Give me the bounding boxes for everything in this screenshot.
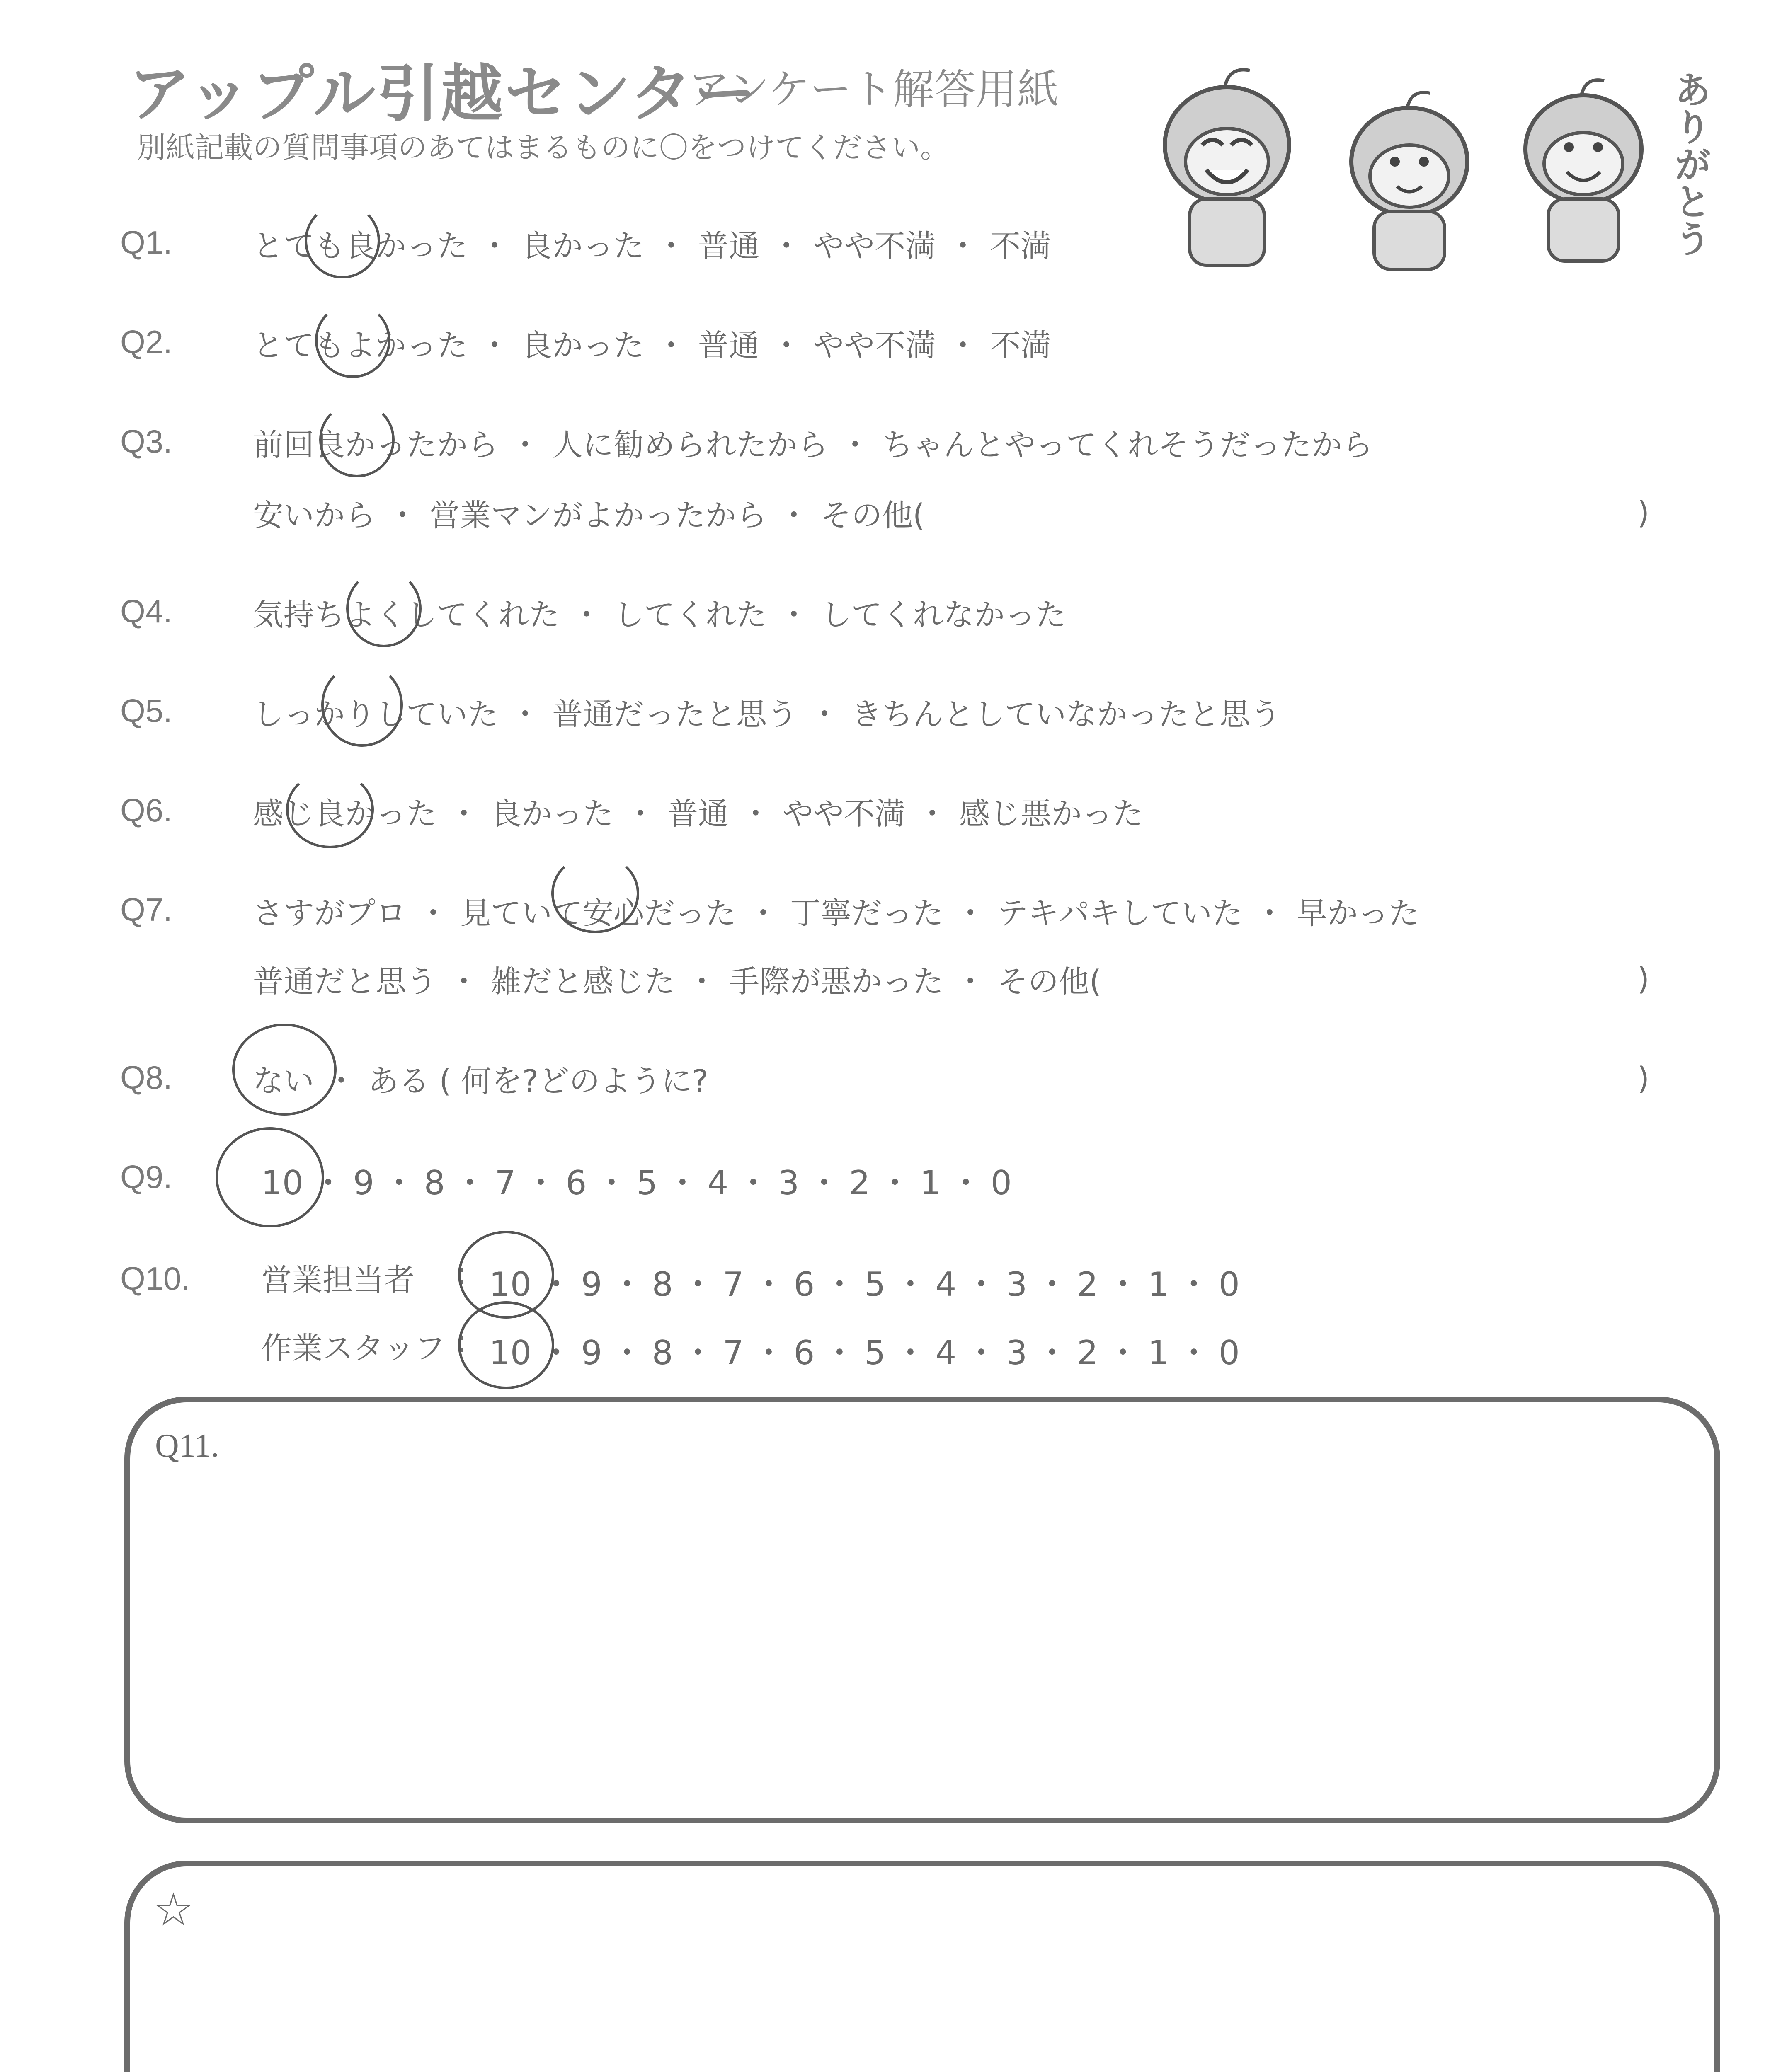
q7-option[interactable]: 早かった [1297,896,1419,931]
q7-options: さすがプロ ・ 見ていて安心だった ・ 丁寧だった ・ テキパキしていた ・ 早かった [253,896,1419,931]
q1-option[interactable]: 良かった [521,228,644,264]
q3-option[interactable]: 前回良かったから [253,427,498,463]
q10-score[interactable]: 10 [489,1334,531,1372]
q9-score[interactable]: 1 [920,1164,941,1202]
q3-option[interactable]: ちゃんとやってくれそうだったから [882,427,1373,463]
q10-score[interactable]: 5 [864,1265,886,1304]
q3-label: Q3. [120,423,172,460]
q1-option[interactable]: やや不満 [813,228,936,264]
q1-option[interactable]: 普通 [698,228,759,264]
q5-option[interactable]: 普通だったと思う [552,697,798,732]
q10-score[interactable]: 6 [793,1265,815,1304]
q10-score[interactable]: 4 [935,1334,957,1372]
q10-score[interactable]: 3 [1006,1334,1028,1372]
q6-option[interactable]: 感じ悪かった [959,796,1143,832]
q9-score[interactable]: 8 [424,1164,445,1202]
selection-circle-q6 [286,771,374,848]
q2-label: Q2. [120,324,172,360]
q9-scale: 10 ・ 9 ・ 8 ・ 7 ・ 6 ・ 5 ・ 4 ・ 3 ・ 2 ・ 1 ・ 0 [261,1164,1012,1202]
q8-option[interactable]: ない [253,1063,314,1099]
q10-score[interactable]: 1 [1148,1334,1169,1372]
q5-label: Q5. [120,692,172,729]
monkey-mascot-icon [1513,70,1654,271]
q7-close-paren: ) [1637,961,1649,997]
q7-option[interactable]: 雑だと感じた [491,964,675,1000]
q10-colon: : [456,1256,466,1291]
q4-options: 気持ちよくしてくれた ・ してくれた ・ してくれなかった [253,597,1066,633]
selection-circle-q7 [551,854,639,933]
q1-label: Q1. [120,224,172,261]
q4-label: Q4. [120,593,172,629]
q7-option[interactable]: テキパキしていた [997,896,1243,931]
instruction-text: 別紙記載の質問事項のあてはまるものに〇をつけてください。 [137,131,949,165]
q6-options: 感じ良かった ・ 良かった ・ 普通 ・ やや不満 ・ 感じ悪かった [253,796,1143,832]
q10-scale-sales: 10 ・ 9 ・ 8 ・ 7 ・ 6 ・ 5 ・ 4 ・ 3 ・ 2 ・ 1 ・ 0 [489,1265,1240,1304]
selection-circle-q2 [315,303,390,378]
selection-circle-q3 [319,402,395,477]
q10-row-label: 営業担当者 [261,1262,415,1298]
q7-option[interactable]: 普通だと思う [253,964,437,1000]
q9-score[interactable]: 0 [990,1164,1012,1202]
q9-score[interactable]: 5 [636,1164,658,1202]
q3-options: 前回良かったから ・ 人に勧められたから ・ ちゃんとやってくれそうだったから [253,427,1373,463]
q9-score[interactable]: 6 [565,1164,587,1202]
q8-option[interactable]: ある ( 何を?どのように? [368,1063,708,1099]
q2-option[interactable]: やや不満 [813,328,936,363]
q11-answer-box[interactable] [124,1397,1720,1823]
q9-label: Q9. [120,1159,172,1195]
q2-option[interactable]: 普通 [698,328,759,363]
q5-options: しっかりしていた ・ 普通だったと思う ・ きちんとしていなかったと思う [253,697,1281,732]
q7-option[interactable]: 見ていて安心だった [460,896,736,931]
selection-circle-q5 [321,663,403,747]
q2-option[interactable]: 良かった [521,328,644,363]
q3-option[interactable]: その他( [821,498,925,533]
star-comment-box[interactable] [124,1861,1720,2072]
q3-close-paren: ) [1637,495,1649,531]
q1-option[interactable]: とても良かった [253,228,468,264]
q1-options: とても良かった ・ 良かった ・ 普通 ・ やや不満 ・ 不満 [253,228,1051,264]
q2-option[interactable]: 不満 [990,328,1051,363]
q3-option[interactable]: 人に勧められたから [552,427,828,463]
q7-options-2: 普通だと思う ・ 雑だと感じた ・ 手際が悪かった ・ その他( [253,964,1101,1000]
q10-score[interactable]: 5 [864,1334,886,1372]
selection-circle-q9 [216,1127,324,1227]
q3-option[interactable]: 営業マンがよかったから [429,498,767,533]
monkey-mascot-icon [1339,83,1480,275]
q10-score[interactable]: 7 [722,1265,744,1304]
q10-label: Q10. [120,1260,191,1297]
q9-score[interactable]: 10 [261,1164,303,1202]
q7-option[interactable]: さすがプロ [253,896,406,931]
q10-row-label: 作業スタッフ [261,1331,445,1366]
survey-title: アップル引越センター [128,58,758,130]
q10-colon: : [456,1324,466,1360]
selection-circle-q1 [305,203,380,278]
q4-option[interactable]: してくれなかった [821,597,1066,633]
q11-label: Q11. [155,1428,219,1464]
q10-score[interactable]: 10 [489,1265,531,1304]
star-icon: ☆ [153,1885,194,1935]
selection-circle-q4 [346,570,422,647]
q6-option[interactable]: やや不満 [783,796,905,832]
thanks-text: ありがとう [1668,70,1711,257]
q9-score[interactable]: 2 [849,1164,870,1202]
q7-option[interactable]: 手際が悪かった [729,964,943,1000]
q8-options: ない ・ ある ( 何を?どのように? [253,1063,708,1099]
q9-score[interactable]: 9 [353,1164,374,1202]
q9-score[interactable]: 7 [495,1164,516,1202]
q10-score[interactable]: 6 [793,1334,815,1372]
q10-score[interactable]: 2 [1077,1265,1098,1304]
q8-close-paren: ) [1637,1061,1649,1097]
q5-option[interactable]: きちんとしていなかったと思う [851,697,1281,732]
q6-label: Q6. [120,792,172,828]
q10-score[interactable]: 3 [1006,1265,1028,1304]
q7-option[interactable]: その他( [997,964,1101,1000]
selection-circle-q10-staff [458,1301,554,1389]
q10-score[interactable]: 4 [935,1265,957,1304]
q10-scale-staff: 10 ・ 9 ・ 8 ・ 7 ・ 6 ・ 5 ・ 4 ・ 3 ・ 2 ・ 1 ・ 0 [489,1334,1240,1372]
selection-circle-q8 [232,1024,337,1116]
q3-options-2: 安いから ・ 営業マンがよかったから ・ その他( [253,498,925,533]
q10-score[interactable]: 9 [581,1334,602,1372]
q10-score[interactable]: 8 [652,1265,673,1304]
q10-score[interactable]: 0 [1218,1265,1240,1304]
q9-score[interactable]: 4 [707,1164,729,1202]
q1-option[interactable]: 不満 [990,228,1051,264]
q10-score[interactable]: 2 [1077,1334,1098,1372]
q5-option[interactable]: しっかりしていた [253,697,498,732]
q4-option[interactable]: してくれた [613,597,767,633]
monkey-mascot-icon [1152,62,1302,279]
q10-score[interactable]: 7 [722,1334,744,1372]
survey-subtitle: アンケート解答用紙 [688,65,1059,114]
q7-option[interactable]: 丁寧だった [790,896,943,931]
q6-option[interactable]: 普通 [667,796,729,832]
q4-option[interactable]: 気持ちよくしてくれた [253,597,560,633]
q6-option[interactable]: 感じ良かった [253,796,437,832]
q9-score[interactable]: 3 [778,1164,800,1202]
q10-score[interactable]: 9 [581,1265,602,1304]
q10-score[interactable]: 0 [1218,1334,1240,1372]
q3-option[interactable]: 安いから [253,498,376,533]
q7-label: Q7. [120,891,172,928]
q10-score[interactable]: 1 [1148,1265,1169,1304]
q2-options: とてもよかった ・ 良かった ・ 普通 ・ やや不満 ・ 不満 [253,328,1051,363]
q6-option[interactable]: 良かった [491,796,613,832]
q8-label: Q8. [120,1059,172,1096]
q2-option[interactable]: とてもよかった [253,328,468,363]
q10-score[interactable]: 8 [652,1334,673,1372]
